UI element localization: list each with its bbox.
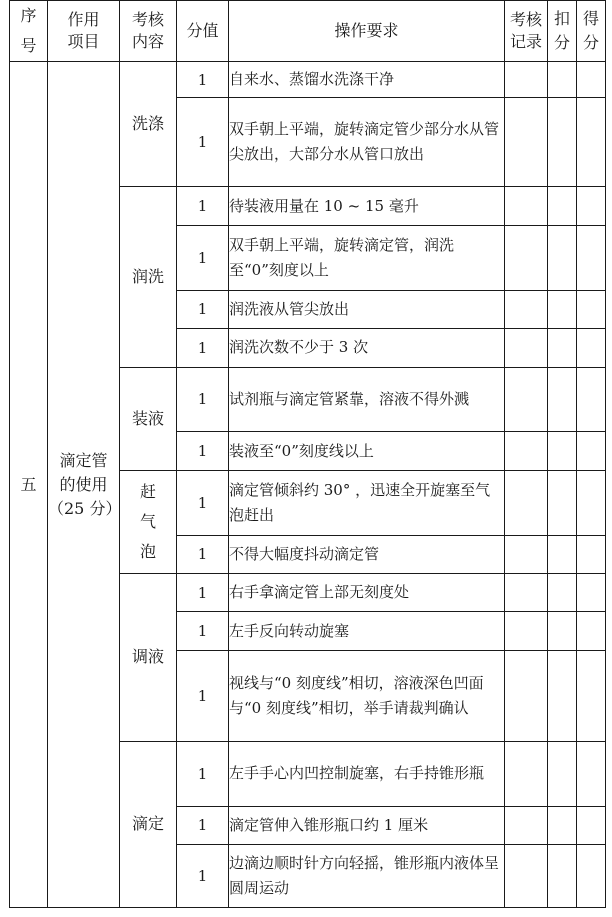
record-cell[interactable] (505, 225, 548, 290)
record-cell[interactable] (505, 432, 548, 470)
record-cell[interactable] (505, 290, 548, 328)
record-cell[interactable] (505, 62, 548, 98)
row-requirement: 待装液用量在 10 ~ 15 毫升 (229, 187, 505, 225)
section-seq: 五 (10, 62, 48, 908)
record-cell[interactable] (505, 741, 548, 806)
row-points: 1 (177, 573, 229, 611)
scoring-table (9, 0, 606, 908)
group-bubble: 赶气泡 (120, 470, 177, 573)
header-row (10, 1, 606, 62)
earned-cell[interactable] (577, 535, 606, 573)
group-adjust: 调液 (120, 573, 177, 741)
row-points: 1 (177, 845, 229, 908)
deduct-cell[interactable] (548, 612, 577, 650)
deduct-cell[interactable] (548, 806, 577, 844)
row-points: 1 (177, 535, 229, 573)
record-cell[interactable] (505, 650, 548, 741)
row-points: 1 (177, 367, 229, 432)
earned-cell[interactable] (577, 741, 606, 806)
earned-cell[interactable] (577, 806, 606, 844)
row-requirement: 自来水、蒸馏水洗涤干净 (229, 62, 505, 98)
row-requirement: 双手朝上平端，旋转滴定管少部分水从管尖放出，大部分水从管口放出 (229, 98, 505, 187)
deduct-cell[interactable] (548, 329, 577, 367)
record-cell[interactable] (505, 806, 548, 844)
row-requirement: 滴定管伸入锥形瓶口约 1 厘米 (229, 806, 505, 844)
row-requirement: 装液至“0”刻度线以上 (229, 432, 505, 470)
row-points: 1 (177, 187, 229, 225)
record-cell[interactable] (505, 329, 548, 367)
row-points: 1 (177, 741, 229, 806)
deduct-cell[interactable] (548, 367, 577, 432)
deduct-cell[interactable] (548, 741, 577, 806)
group-titrate: 滴定 (120, 741, 177, 907)
deduct-cell[interactable] (548, 573, 577, 611)
group-wash: 洗涤 (120, 62, 177, 187)
header-content: 考核内容 (120, 1, 177, 62)
row-requirement: 左手反向转动旋塞 (229, 612, 505, 650)
deduct-cell[interactable] (548, 650, 577, 741)
header-earned: 得分 (577, 1, 606, 62)
earned-cell[interactable] (577, 573, 606, 611)
section-item: 滴定管 的使用 （25 分） (48, 62, 120, 908)
deduct-cell[interactable] (548, 290, 577, 328)
row-points: 1 (177, 329, 229, 367)
header-deduct: 扣分 (548, 1, 577, 62)
deduct-cell[interactable] (548, 98, 577, 187)
deduct-cell[interactable] (548, 470, 577, 535)
earned-cell[interactable] (577, 62, 606, 98)
row-requirement: 右手拿滴定管上部无刻度处 (229, 573, 505, 611)
table-row (10, 62, 606, 98)
record-cell[interactable] (505, 535, 548, 573)
record-cell[interactable] (505, 367, 548, 432)
group-fill: 装液 (120, 367, 177, 470)
earned-cell[interactable] (577, 612, 606, 650)
record-cell[interactable] (505, 573, 548, 611)
record-cell[interactable] (505, 845, 548, 908)
earned-cell[interactable] (577, 367, 606, 432)
record-cell[interactable] (505, 187, 548, 225)
deduct-cell[interactable] (548, 535, 577, 573)
row-points: 1 (177, 62, 229, 98)
row-requirement: 滴定管倾斜约 30° ，迅速全开旋塞至气泡赶出 (229, 470, 505, 535)
row-points: 1 (177, 290, 229, 328)
row-requirement: 双手朝上平端，旋转滴定管，润洗至“0”刻度以上 (229, 225, 505, 290)
header-score: 分值 (177, 1, 229, 62)
row-requirement: 左手手心内凹控制旋塞，右手持锥形瓶 (229, 741, 505, 806)
row-points: 1 (177, 225, 229, 290)
earned-cell[interactable] (577, 98, 606, 187)
earned-cell[interactable] (577, 290, 606, 328)
record-cell[interactable] (505, 612, 548, 650)
group-rinse: 润洗 (120, 187, 177, 367)
header-record: 考核记录 (505, 1, 548, 62)
record-cell[interactable] (505, 470, 548, 535)
earned-cell[interactable] (577, 845, 606, 908)
header-seq: 序号 (10, 1, 48, 62)
deduct-cell[interactable] (548, 62, 577, 98)
record-cell[interactable] (505, 98, 548, 187)
score-sheet (9, 0, 605, 908)
row-points: 1 (177, 612, 229, 650)
row-requirement: 润洗液从管尖放出 (229, 290, 505, 328)
header-item: 作用项目 (48, 1, 120, 62)
earned-cell[interactable] (577, 225, 606, 290)
earned-cell[interactable] (577, 329, 606, 367)
row-points: 1 (177, 650, 229, 741)
row-requirement: 润洗次数不少于 3 次 (229, 329, 505, 367)
earned-cell[interactable] (577, 432, 606, 470)
deduct-cell[interactable] (548, 845, 577, 908)
row-points: 1 (177, 98, 229, 187)
earned-cell[interactable] (577, 470, 606, 535)
deduct-cell[interactable] (548, 187, 577, 225)
row-requirement: 边滴边顺时针方向轻摇，锥形瓶内液体呈圆周运动 (229, 845, 505, 908)
row-requirement: 视线与“0 刻度线”相切，溶液深色凹面与“0 刻度线”相切，举手请裁判确认 (229, 650, 505, 741)
row-points: 1 (177, 806, 229, 844)
row-points: 1 (177, 432, 229, 470)
deduct-cell[interactable] (548, 432, 577, 470)
earned-cell[interactable] (577, 650, 606, 741)
row-requirement: 不得大幅度抖动滴定管 (229, 535, 505, 573)
header-requirement: 操作要求 (229, 1, 505, 62)
deduct-cell[interactable] (548, 225, 577, 290)
earned-cell[interactable] (577, 187, 606, 225)
row-points: 1 (177, 470, 229, 535)
row-requirement: 试剂瓶与滴定管紧靠，溶液不得外溅 (229, 367, 505, 432)
